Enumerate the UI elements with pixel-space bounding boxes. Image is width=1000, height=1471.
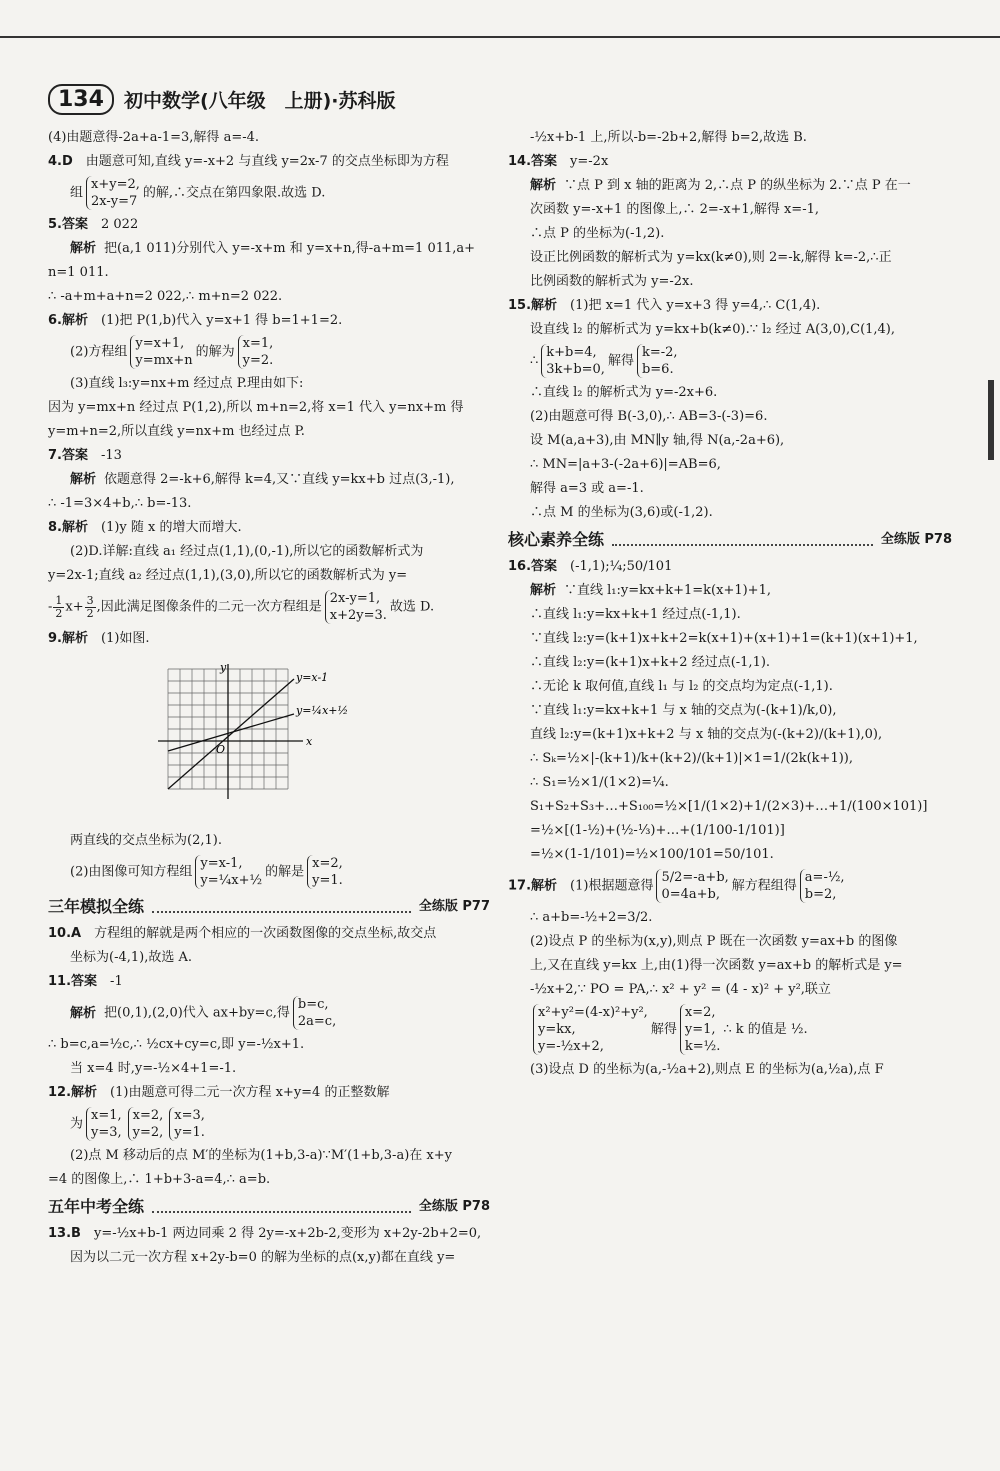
section-title: 核心素养全练 (508, 530, 605, 549)
q4-number: 4.D (48, 154, 73, 169)
q6-text-e: y=m+n=2,所以直线 y=nx+m 也经过点 P. (48, 424, 305, 439)
q5-text-3: ∴ -a+m+a+n=2 022,∴ m+n=2 022. (48, 289, 283, 304)
q6-text-d: 因为 y=mx+n 经过点 P(1,2),所以 m+n=2,将 x=1 代入 y=nx+m 得 (48, 400, 464, 415)
q16-text-i: ∴ S₁=½×1/(1×2)=¼. (530, 775, 669, 790)
edge-mark (988, 380, 994, 460)
q8-text-b: (2)D.详解:直线 a₁ 经过点(1,1),(0,-1),所以它的函数解析式为 (70, 544, 424, 559)
q12-number: 12.解析 (48, 1085, 98, 1100)
q10-text-b: 坐标为(-4,1),故选 A. (70, 950, 192, 965)
q16-analysis-tag: 解析 (530, 583, 557, 598)
q5-number: 5.答案 (48, 217, 88, 232)
q4-text: 由题意可知,直线 y=-x+2 与直线 y=2x-7 的交点坐标即为方程 (85, 154, 449, 169)
q13-text: y=-½x+b-1 两边同乘 2 得 2y=-x+2b-2,变形为 x+2y-2b+2=0, (93, 1226, 482, 1241)
q16-text-d: ∴直线 l₂:y=(k+1)x+k+2 经过点(-1,1). (530, 655, 771, 670)
q6-text-mid: 的解为 (195, 344, 235, 360)
q10-text: 方程组的解就是两个相应的一次函数图像的交点坐标,故交点 (94, 926, 437, 941)
q11-answer: -1 (110, 974, 123, 989)
q13-text-b: 因为以二元一次方程 x+2y-b=0 的解为坐标的点(x,y)都在直线 y= (70, 1250, 456, 1265)
q14-text-d: 设正比例函数的解析式为 y=kx(k≠0),则 2=-k,解得 k=-2,∴正 (530, 250, 892, 265)
x-axis-label: x (306, 735, 313, 748)
section-title: 三年模拟全练 (48, 897, 145, 916)
q15-number: 15.解析 (508, 298, 558, 313)
q12-solution-2: x=2, y=2, (128, 1107, 164, 1141)
q15-text-i: ∴点 M 的坐标为(3,6)或(-1,2). (530, 505, 713, 520)
line-y-quarter-x (168, 714, 294, 751)
q6-text: (1)把 P(1,b)代入 y=x+1 得 b=1+1=2. (101, 313, 343, 328)
q16-number: 16.答案 (508, 559, 558, 574)
q17-solution: a=-½, b=2, (800, 869, 845, 903)
q11-number: 11.答案 (48, 974, 98, 989)
q6-solution: x=1, y=2. (238, 335, 274, 369)
q16-text-f: ∵直线 l₁:y=kx+k+1 与 x 轴的交点为(-(k+1)/k,0), (530, 703, 837, 718)
q7-text-2: ∴ -1=3×4+b,∴ b=-13. (48, 496, 192, 511)
section-heading-five-year (48, 1197, 490, 1216)
q16-answer: (-1,1);¼;50/101 (570, 559, 673, 574)
q16-text-l: =½×[(1-½)+(½-⅓)+…+(1/100-1/101)] (530, 823, 785, 838)
line-label-1: y=x-1 (296, 671, 329, 684)
q15-solution: k=-2, b=6. (637, 344, 678, 378)
q14-analysis-tag: 解析 (530, 178, 557, 193)
q9-text-b: 两直线的交点坐标为(2,1). (70, 833, 222, 848)
section-ref: 全练版 P78 (418, 1199, 490, 1214)
section-heading-core (508, 530, 952, 549)
q11-text-c: 当 x=4 时,y=-½×4+1=-1. (70, 1061, 237, 1076)
left-column: (4)由题意得-2a+a-1=3,解得 a=-4. 4.D 由题意可知,直线 y=-x+2 与直线 y=2x-7 的交点坐标即为方程 组 x+y=2, 2x-y=7 的解,∴交点在第四象限.故选 D. 5.答案 2 022 解析 把(a,1 011)分别代入 y=-x+m 和 y=x+n,得-a+m=1 011,a+ n=1 011. ∴ -a+m+a+n=2 022,∴ m+n=2 022. 6.解析 (1)把 P(1,b)代入 y=x+1 得 b=1+1=2. (2)方程组 y=x+1, y=mx+n 的解为 x=1, y=2. (3)直线 l₃:y=nx+m 经过点 P.理由如下: 因为 y=mx+n 经过点 P(1,2),所以 m+n=2,将 x=1 代入 y=nx+m 得 y=m+n=2,所以直线 y=nx+m 也经过点 P. 7.答案 -13 解析 依题意得 2=-k+6,解得 k=4,又∵直线 y=kx+b 过点(3,-1), ∴ -1=3×4+b,∴ b=-13. 8.解析 (1)y 随 x 的增大而增大. (2)D.详解:直线 a₁ 经过点(1,1),(0,-1),所以它的函数解析式为 y=2x-1;直线 a₂ 经过点(1,1),(3,0),所以它的函数解析式为 y= - $\frac{1}{2}$ x+ $\frac{3}{2}$ ,因此满足图像条件的二元一次方程组是 2x-y=1, x+2y=3. 故选 D. 9.解析 (1)如图. y x O y=x-1 y=¼x+½ 两直线的交点坐标为(2,1). (2)由图像可知方程组 y=x-1, y=¼x+½ 的解是 x=2, y=1. 三年模拟全练 全练版 P77 10.A 方程组的解就是两个相应的一次函数图像的交点坐标,故交点 坐标为(-4,1),故选 A. 11.答案 -1 解析 把(0,1),(2,0)代入 ax+by=c,得 b=c, 2a=c, ∴ b=c,a=½c,∴ ½cx+cy=c,即 y=-½x+1. 当 x=4 时,y=-½×4+1=-1. 12.解析 (1)由题意可得二元一次方程 x+y=4 的正整数解 为 x=1, y=3, x=2, y=2, x=3, y=1. (2)点 M 移动后的点 M′的坐标为(1+b,3-a)∵M′(1+b,3-a)在 x+y =4 的图像上,∴ 1+b+3-a=4,∴ a=b. 五年中考全练 全练版 P78 13.B y=-½x+b-1 两边同乘 2 得 2y=-x+2b-2,变形为 x+2y-2b+2=0, 因为以二元一次方程 x+2y-b=0 的解为坐标的点(x,y)都在直线 y= (48, 130, 490, 1265)
q16-text-c: ∵直线 l₂:y=(k+1)x+k+2=k(x+1)+(x+1)+1=(k+1)(x+1)+1, (530, 631, 918, 646)
q9-number: 9.解析 (48, 631, 88, 646)
line-label-2: y=¼x+½ (296, 704, 349, 717)
q17-number: 17.解析 (508, 878, 558, 894)
q16-text-b: ∴直线 l₁:y=kx+k+1 经过点(-1,1). (530, 607, 741, 622)
section-ref: 全练版 P78 (880, 532, 952, 547)
q12-text: (1)由题意可得二元一次方程 x+y=4 的正整数解 (110, 1085, 390, 1100)
q7-answer: -13 (101, 448, 122, 463)
q5-text-2: n=1 011. (48, 265, 109, 280)
q9-text: (1)如图. (101, 631, 150, 646)
section-dots (612, 534, 873, 546)
q16-text-g: 直线 l₂:y=(k+1)x+k+2 与 x 轴的交点为(-(k+2)/(k+1),0), (530, 727, 883, 742)
section-dots (152, 1201, 411, 1213)
q17-text-e: -½x+2,∵ PO = PA,∴ x² + y² = (4 - x)² + y²,联立 (530, 982, 831, 997)
q12-text-c: (2)点 M 移动后的点 M′的坐标为(1+b,3-a)∵M′(1+b,3-a)在 x+y (70, 1148, 452, 1163)
q10-number: 10.A (48, 926, 82, 941)
q11-analysis-tag: 解析 (70, 1005, 97, 1021)
q17-system: 5/2=-a+b, 0=4a+b, (656, 869, 728, 903)
q6-text-c: (3)直线 l₃:y=nx+m 经过点 P.理由如下: (70, 376, 304, 391)
q15-text-b: 设直线 l₂ 的解析式为 y=kx+b(k≠0).∵ l₂ 经过 A(3,0),C(1,4), (530, 322, 896, 337)
q12-solution-1: x=1, y=3, (86, 1107, 122, 1141)
section-ref: 全练版 P77 (418, 899, 490, 914)
y-axis-label: y (220, 661, 227, 674)
q5-answer: 2 022 (101, 217, 139, 232)
q15-system: k+b=4, 3k+b=0, (541, 344, 605, 378)
q6-number: 6.解析 (48, 313, 88, 328)
section-heading-three-year (48, 897, 490, 916)
line: (4)由题意得-2a+a-1=3,解得 a=-4. (48, 130, 260, 145)
q16-text-k: S₁+S₂+S₃+…+S₁₀₀=½×[1/(1×2)+1/(2×3)+…+1/(100×101)] (530, 799, 928, 814)
q9-solution: x=2, y=1. (307, 855, 343, 889)
q9-system: y=x-1, y=¼x+½ (195, 855, 262, 889)
origin-label: O (216, 743, 226, 756)
q7-number: 7.答案 (48, 448, 88, 463)
q8-text: (1)y 随 x 的增大而增大. (101, 520, 242, 535)
r-line-1: -½x+b-1 上,所以-b=-2b+2,解得 b=2,故选 B. (530, 130, 807, 145)
q13-number: 13.B (48, 1226, 81, 1241)
q12-solution-3: x=3, y=1. (169, 1107, 205, 1141)
q14-number: 14.答案 (508, 154, 558, 169)
q15-text: (1)把 x=1 代入 y=x+3 得 y=4,∴ C(1,4). (570, 298, 821, 313)
q8-text-c: y=2x-1;直线 a₂ 经过点(1,1),(3,0),所以它的函数解析式为 y= (48, 568, 408, 583)
q17-solution-2: x=2, y=1, k=½. (680, 1004, 721, 1055)
q7-analysis-tag: 解析 (70, 472, 97, 487)
q4-system: x+y=2, 2x-y=7 (86, 176, 140, 210)
q8-system: 2x-y=1, x+2y=3. (325, 590, 387, 624)
q17-text-h: (3)设点 D 的坐标为(a,-½a+2),则点 E 的坐标为(a,½a),点 F (530, 1062, 884, 1077)
top-rule (0, 36, 1000, 38)
q15-text-h: 解得 a=3 或 a=-1. (530, 481, 644, 496)
q16-text-e: ∴无论 k 取何值,直线 l₁ 与 l₂ 的交点均为定点(-1,1). (530, 679, 833, 694)
q4-text-post: 的解,∴交点在第四象限.故选 D. (142, 185, 326, 201)
page-header (48, 84, 396, 115)
q11-system: b=c, 2a=c, (293, 996, 336, 1030)
q17-text-c: (2)设点 P 的坐标为(x,y),则点 P 既在一次函数 y=ax+b 的图像 (530, 934, 898, 949)
q7-text: 依题意得 2=-k+6,解得 k=4,又∵直线 y=kx+b 过点(3,-1), (104, 472, 455, 487)
q9-graph (158, 659, 358, 819)
fraction: $\frac{3}{2}$ (86, 593, 94, 620)
q5-text: 把(a,1 011)分别代入 y=-x+m 和 y=x+n,得-a+m=1 011,a+ (104, 241, 476, 256)
q15-text-g: ∴ MN=|a+3-(-2a+6)|=AB=6, (530, 457, 721, 472)
page-number: 134 (48, 84, 114, 115)
q6-system: y=x+1, y=mx+n (130, 335, 192, 369)
q17-system-2: x²+y²=(4-x)²+y², y=kx, y=-½x+2, (533, 1004, 648, 1055)
q14-text-c: ∴点 P 的坐标为(-1,2). (530, 226, 665, 241)
q11-text-b: ∴ b=c,a=½c,∴ ½cx+cy=c,即 y=-½x+1. (48, 1037, 305, 1052)
q14-answer: y=-2x (570, 154, 609, 169)
fraction: $\frac{1}{2}$ (55, 593, 63, 620)
q15-text-d: ∴直线 l₂ 的解析式为 y=-2x+6. (530, 385, 718, 400)
right-column: -½x+b-1 上,所以-b=-2b+2,解得 b=2,故选 B. 14.答案 y=-2x 解析 ∵点 P 到 x 轴的距离为 2,∴点 P 的纵坐标为 2.∵点 P 在一 次函数 y=-x+1 的图像上,∴ 2=-x+1,解得 x=-1, ∴点 P 的坐标为(-1,2). 设正比例函数的解析式为 y=kx(k≠0),则 2=-k,解得 k=-2,∴正 比例函数的解析式为 y=-2x. 15.解析 (1)把 x=1 代入 y=x+3 得 y=4,∴ C(1,4). 设直线 l₂ 的解析式为 y=kx+b(k≠0).∵ l₂ 经过 A(3,0),C(1,4), ∴ k+b=4, 3k+b=0, 解得 k=-2, b=6. ∴直线 l₂ 的解析式为 y=-2x+6. (2)由题意可得 B(-3,0),∴ AB=3-(-3)=6. 设 M(a,a+3),由 MN∥y 轴,得 N(a,-2a+6), ∴ MN=|a+3-(-2a+6)|=AB=6, 解得 a=3 或 a=-1. ∴点 M 的坐标为(3,6)或(-1,2). 核心素养全练 全练版 P78 16.答案 (-1,1);¼;50/101 解析 ∵直线 l₁:y=kx+k+1=k(x+1)+1, ∴直线 l₁:y=kx+k+1 经过点(-1,1). ∵直线 l₂:y=(k+1)x+k+2=k(x+1)+(x+1)+1=(k+1)(x+1)+1, ∴直线 l₂:y=(k+1)x+k+2 经过点(-1,1). ∴无论 k 取何值,直线 l₁ 与 l₂ 的交点均为定点(-1,1). ∵直线 l₁:y=kx+k+1 与 x 轴的交点为(-(k+1)/k,0), 直线 l₂:y=(k+1)x+k+2 与 x 轴的交点为(-(k+2)/(k+1),0), ∴ Sₖ=½×|-(k+1)/k+(k+2)/(k+1)|×1=1/(2k(k+1)), ∴ S₁=½×1/(1×2)=¼. S₁+S₂+S₃+…+S₁₀₀=½×[1/(1×2)+1/(2×3)+…+1/(100×101)] =½×[(1-½)+(½-⅓)+…+(1/100-1/101)] =½×(1-1/101)=½×100/101=50/101. 17.解析 (1)根据题意得 5/2=-a+b, 0=4a+b, 解方程组得 a=-½, b=2, ∴ a+b=-½+2=3/2. (2)设点 P 的坐标为(x,y),则点 P 既在一次函数 y=ax+b 的图像 上,又在直线 y=kx 上,由(1)得一次函数 y=ax+b 的解析式是 y= -½x+2,∵ PO = PA,∴ x² + y² = (4 - x)² + y²,联立 x²+y²=(4-x)²+y², y=kx, y=-½x+2, 解得 x=2, y=1, k=½. ∴ k 的值是 ½. (3)设点 D 的坐标为(a,-½a+2),则点 E 的坐标为(a,½a),点 F (508, 130, 952, 1077)
q6-text-pre: (2)方程组 (70, 344, 128, 360)
q12-text-d: =4 的图像上,∴ 1+b+3-a=4,∴ a=b. (48, 1172, 271, 1187)
line-y-x-1 (168, 679, 294, 789)
section-title: 五年中考全练 (48, 1197, 145, 1216)
q5-analysis-tag: 解析 (70, 241, 97, 256)
q4-text-pre: 组 (70, 185, 84, 201)
q15-text-f: 设 M(a,a+3),由 MN∥y 轴,得 N(a,-2a+6), (530, 433, 785, 448)
section-dots (152, 901, 411, 913)
q17-text-d: 上,又在直线 y=kx 上,由(1)得一次函数 y=ax+b 的解析式是 y= (530, 958, 903, 973)
q14-text-e: 比例函数的解析式为 y=-2x. (530, 274, 694, 289)
q16-text-m: =½×(1-1/101)=½×100/101=50/101. (530, 847, 774, 862)
book-title: 初中数学(八年级 上册)·苏科版 (123, 90, 396, 112)
q14-text-b: 次函数 y=-x+1 的图像上,∴ 2=-x+1,解得 x=-1, (530, 202, 819, 217)
q17-text-b: ∴ a+b=-½+2=3/2. (530, 910, 653, 925)
q8-number: 8.解析 (48, 520, 88, 535)
q16-text-h: ∴ Sₖ=½×|-(k+1)/k+(k+2)/(k+1)|×1=1/(2k(k+1)), (530, 751, 853, 766)
q15-text-e: (2)由题意可得 B(-3,0),∴ AB=3-(-3)=6. (530, 409, 768, 424)
